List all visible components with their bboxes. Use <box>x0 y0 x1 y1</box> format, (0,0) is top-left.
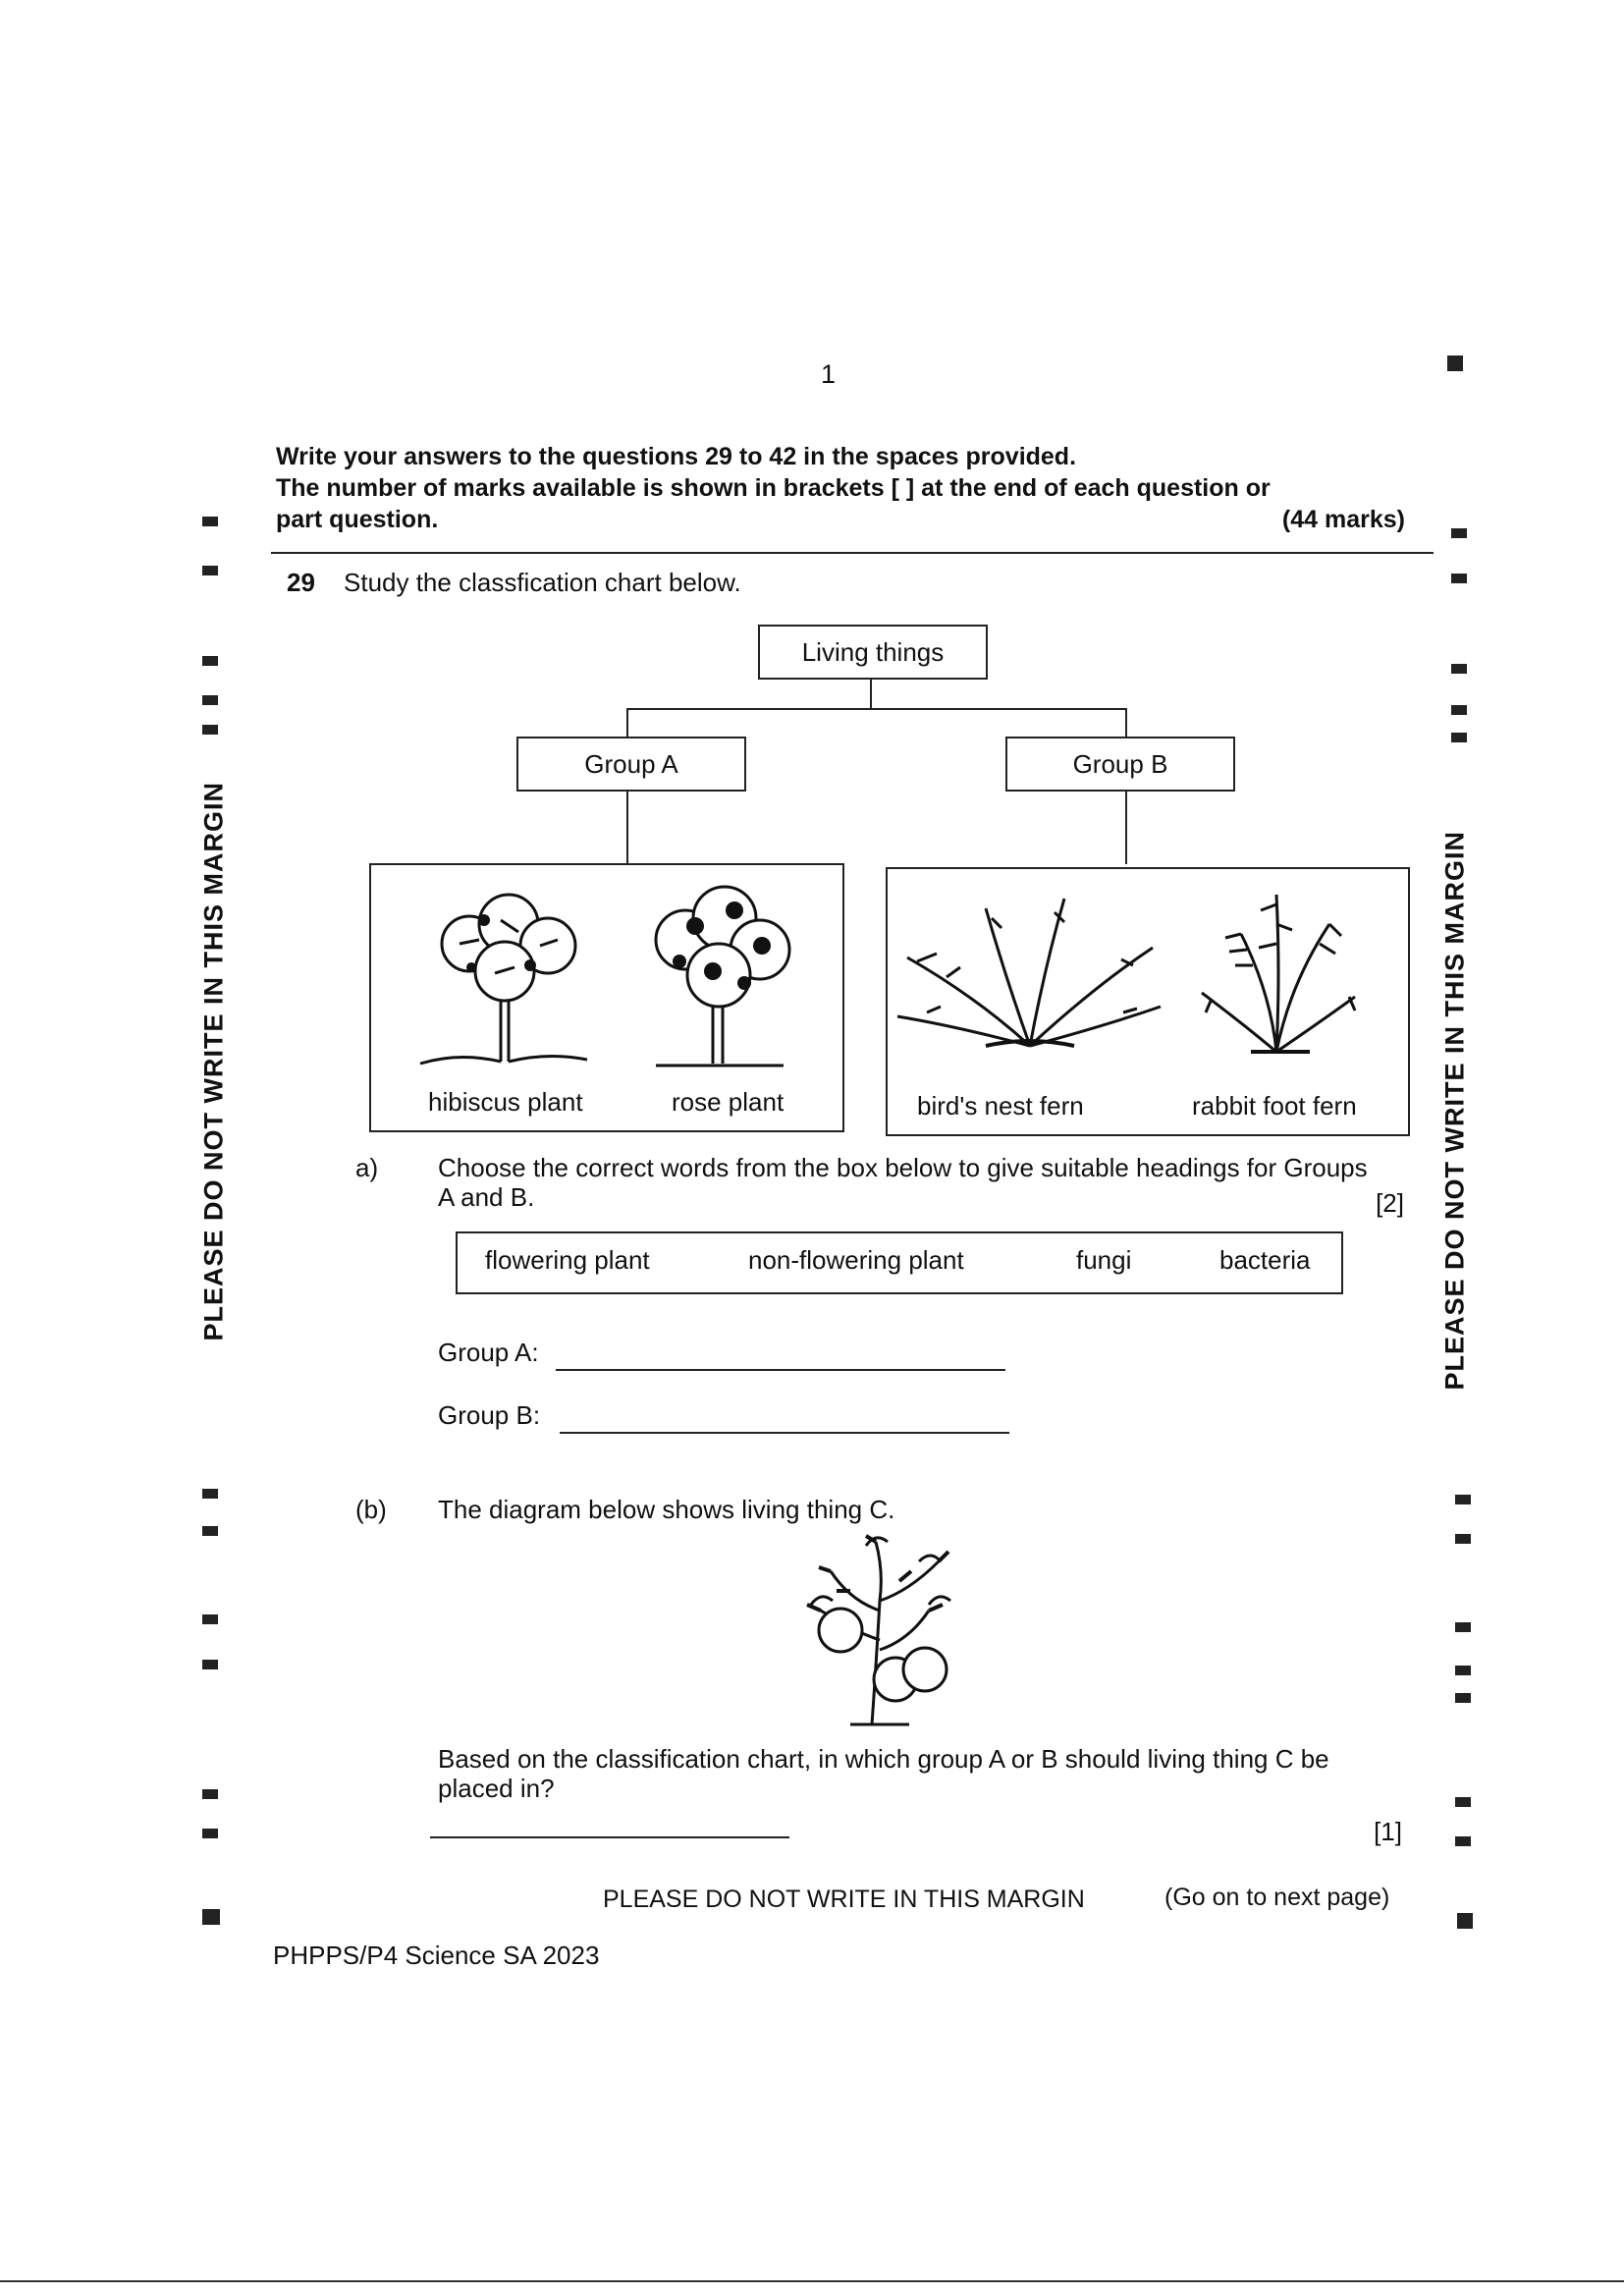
word-option: bacteria <box>1219 1245 1311 1275</box>
margin-mark <box>1457 1913 1473 1929</box>
part-b-answer-line[interactable] <box>430 1836 789 1838</box>
right-margin-note: PLEASE DO NOT WRITE IN THIS MARGIN <box>1439 830 1470 1391</box>
rabbit-foot-fern-illustration <box>1182 875 1369 1062</box>
footer-next-page: (Go on to next page) <box>1164 1884 1390 1911</box>
instructions-line-1: Write your answers to the questions 29 to 42 in the spaces provided. <box>276 443 1077 470</box>
instructions-line-3: part question. <box>276 506 439 533</box>
birds-nest-fern-label: bird's nest fern <box>917 1091 1084 1121</box>
page-number: 1 <box>821 359 837 389</box>
group-b-answer-label: Group B: <box>438 1400 541 1430</box>
living-thing-c-illustration <box>782 1532 978 1728</box>
instructions <box>276 441 1405 535</box>
part-b-question <box>438 1744 1410 1803</box>
margin-mark <box>202 517 218 526</box>
chart-root-label: Living things <box>801 636 945 667</box>
part-b-marks: [1] <box>1374 1817 1402 1846</box>
part-b-label: (b) <box>355 1495 387 1524</box>
word-box <box>456 1231 1343 1294</box>
margin-mark <box>1447 355 1463 371</box>
footer-paper-code: PHPPS/P4 Science SA 2023 <box>273 1941 600 1970</box>
margin-mark <box>202 1660 218 1669</box>
group-b-panel <box>886 867 1410 1136</box>
margin-mark <box>202 566 218 575</box>
part-a-text <box>438 1153 1410 1212</box>
part-a-marks: [2] <box>1376 1188 1404 1218</box>
connector-line <box>626 708 628 738</box>
part-b-question-line-1: Based on the classification chart, in which group A or B should living thing C be <box>438 1744 1329 1774</box>
margin-mark <box>202 1789 218 1799</box>
rose-plant-label: rose plant <box>672 1087 785 1117</box>
word-option: non-flowering plant <box>748 1245 964 1275</box>
group-a-panel <box>369 863 844 1132</box>
margin-mark <box>1451 733 1467 742</box>
margin-mark <box>202 1614 218 1624</box>
margin-mark <box>1451 705 1467 715</box>
part-b-question-line-2: placed in? <box>438 1774 555 1803</box>
word-option: fungi <box>1076 1245 1132 1275</box>
footer-margin-note: PLEASE DO NOT WRITE IN THIS MARGIN <box>603 1886 1085 1913</box>
margin-mark <box>202 695 218 705</box>
group-a-answer-line[interactable] <box>556 1369 1005 1371</box>
margin-mark <box>1451 664 1467 674</box>
part-a-label: a) <box>355 1153 379 1182</box>
group-a-answer-label: Group A: <box>438 1338 539 1367</box>
margin-mark <box>202 1526 218 1536</box>
group-a-label: Group A <box>584 748 678 779</box>
word-option: flowering plant <box>485 1245 650 1275</box>
margin-mark <box>202 1829 218 1838</box>
margin-mark <box>202 656 218 666</box>
margin-mark <box>1455 1836 1471 1846</box>
rabbit-foot-fern-label: rabbit foot fern <box>1192 1091 1357 1121</box>
connector-line <box>1125 708 1127 738</box>
margin-mark <box>1451 574 1467 583</box>
margin-mark <box>1455 1622 1471 1632</box>
margin-mark <box>202 1909 220 1925</box>
margin-mark <box>1455 1666 1471 1675</box>
margin-mark <box>1455 1693 1471 1703</box>
group-b-box <box>1005 737 1235 792</box>
question-number: 29 <box>287 568 315 597</box>
margin-mark <box>202 1489 218 1499</box>
part-a-text-line-2: A and B. <box>438 1182 535 1212</box>
birds-nest-fern-illustration <box>897 889 1163 1056</box>
hibiscus-plant-illustration <box>410 885 597 1071</box>
connector-line <box>626 708 1127 710</box>
connector-line <box>626 790 628 864</box>
page-bottom-rule <box>0 2280 1624 2282</box>
connector-line <box>1125 790 1127 864</box>
group-a-box <box>516 737 746 792</box>
chart-root-box <box>758 625 988 680</box>
hibiscus-plant-label: hibiscus plant <box>428 1087 583 1117</box>
left-margin-note: PLEASE DO NOT WRITE IN THIS MARGIN <box>198 781 229 1341</box>
margin-mark <box>1451 528 1467 538</box>
margin-mark <box>1455 1495 1471 1504</box>
group-b-answer-line[interactable] <box>560 1432 1009 1434</box>
connector-line <box>870 678 872 709</box>
instructions-line-2: The number of marks available is shown in brackets [ ] at the end of each question or <box>276 474 1271 502</box>
header-divider <box>271 552 1434 554</box>
part-a-text-line-1: Choose the correct words from the box below to give suitable headings for Groups <box>438 1153 1368 1182</box>
part-b-text: The diagram below shows living thing C. <box>438 1495 895 1524</box>
total-marks: (44 marks) <box>1281 506 1405 533</box>
margin-mark <box>1455 1797 1471 1807</box>
question-text: Study the classfication chart below. <box>344 568 741 597</box>
margin-mark <box>1455 1534 1471 1544</box>
rose-plant-illustration <box>636 881 803 1073</box>
margin-mark <box>202 725 218 735</box>
group-b-label: Group B <box>1072 748 1168 779</box>
